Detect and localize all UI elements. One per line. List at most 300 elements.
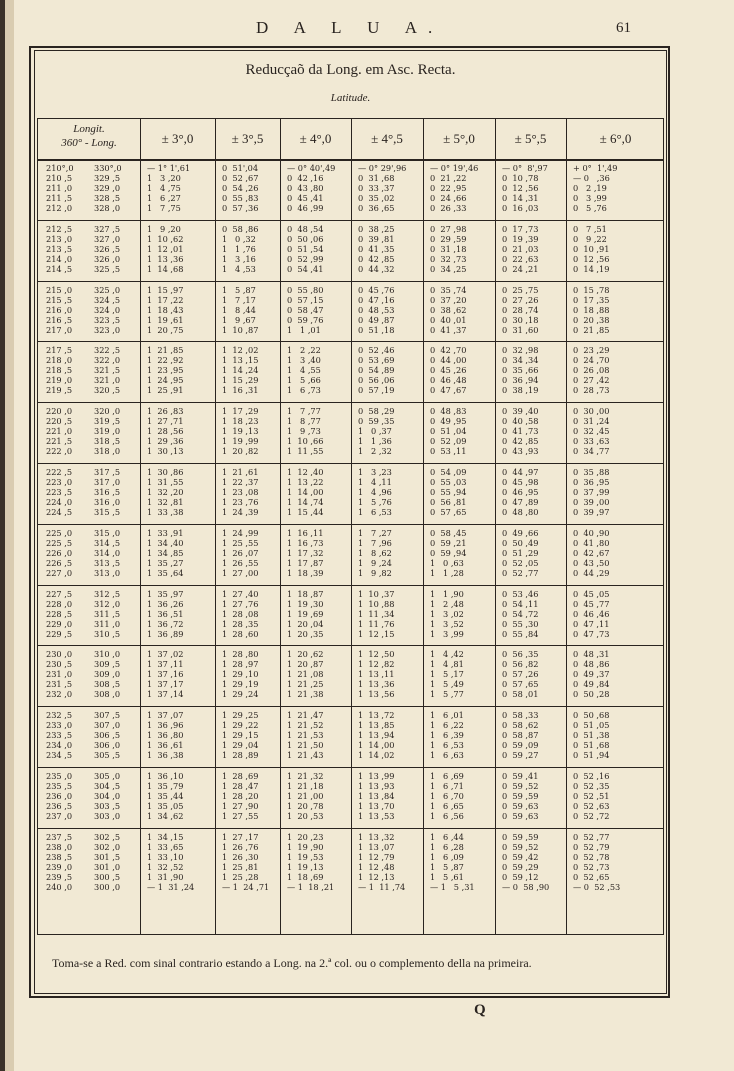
cell-value: 0 3 ,99 <box>573 193 607 203</box>
cell-value: 1 4 ,75 <box>147 183 181 193</box>
cell-value: 0 12 ,56 <box>502 183 539 193</box>
cell-value: 0 52 ,46 <box>358 345 395 356</box>
reduction-values-7 <box>573 406 609 456</box>
cell-value: 1 18 ,23 <box>222 416 259 427</box>
cell-value: 1 21 ,32 <box>287 771 324 781</box>
cell-value: 1 21 ,61 <box>222 467 259 477</box>
cell-value: 1 0 ,63 <box>430 557 464 568</box>
cell-value: 1 25 ,55 <box>222 537 259 548</box>
cell-value: 1 19 ,13 <box>287 861 324 872</box>
cell-value: 0 14 ,19 <box>573 263 610 274</box>
cell-value: 0 59 ,63 <box>502 801 539 811</box>
cell-value: 1 20 ,62 <box>287 649 324 660</box>
cell-value: 228 ,0 <box>46 598 73 609</box>
cell-value: 0 26 ,08 <box>573 365 610 376</box>
cell-value: 1 5 ,49 <box>430 679 464 690</box>
cell-value: 1 9 ,24 <box>358 557 392 568</box>
reduction-values-4 <box>358 467 392 517</box>
cell-value: 215 ,0 <box>46 284 73 295</box>
cell-value: 1 2 ,32 <box>358 446 392 457</box>
cell-value: 1 35 ,44 <box>147 791 184 801</box>
cell-value: 1 36 ,61 <box>147 740 184 751</box>
cell-value: 0 38 ,62 <box>430 304 467 315</box>
page-header <box>0 18 734 42</box>
cell-value: 1 6 ,09 <box>430 851 464 862</box>
cell-value: 239 ,0 <box>46 861 73 872</box>
cell-value: — 1° 1',61 <box>147 163 191 173</box>
cell-value: 0 27 ,42 <box>573 375 610 386</box>
cell-value: 0 58 ,87 <box>502 730 539 741</box>
cell-value: 1 4 ,81 <box>430 659 464 670</box>
cell-value: 1 19 ,30 <box>287 598 324 609</box>
cell-value: 323 ,5 <box>94 314 121 325</box>
cell-value: 302 ,5 <box>94 831 121 842</box>
cell-value: 1 7 ,75 <box>147 203 181 213</box>
cell-value: 0 20 ,38 <box>573 314 610 325</box>
group-rule <box>38 402 663 403</box>
cell-value: 1 13 ,94 <box>358 730 395 741</box>
cell-value: 0 35 ,74 <box>430 284 467 295</box>
cell-value: 0 41 ,37 <box>430 324 467 335</box>
cell-value: 0 2 ,19 <box>573 183 607 193</box>
cell-value: 0 52 ,63 <box>573 801 610 811</box>
cell-value: 321 ,0 <box>94 375 121 386</box>
cell-value: 1 30 ,86 <box>147 467 184 477</box>
reduction-values-6 <box>502 649 538 699</box>
cell-value: 0 59 ,29 <box>502 861 539 872</box>
cell-value: 1 12 ,79 <box>358 851 395 862</box>
cell-value: 1 3 ,16 <box>222 253 256 264</box>
cell-value: 304 ,0 <box>94 791 121 801</box>
cell-value: 0 53 ,46 <box>502 588 539 599</box>
cell-value: 1 17 ,32 <box>287 547 324 558</box>
cell-value: 0 48 ,53 <box>358 304 395 315</box>
reduction-values-7 <box>573 163 617 213</box>
reduction-values-7 <box>573 832 620 892</box>
cell-value: 1 33 ,65 <box>147 841 184 852</box>
longitude-values <box>46 224 72 274</box>
reduction-values-6 <box>502 163 548 213</box>
cell-value: 1 34 ,62 <box>147 811 184 821</box>
cell-value: 1 14 ,68 <box>147 263 184 274</box>
cell-value: 1 6 ,73 <box>287 385 321 396</box>
cell-value: 0 44 ,00 <box>430 355 467 366</box>
cell-value: 1 5 ,77 <box>430 689 464 700</box>
cell-value: 1 20 ,35 <box>287 628 324 639</box>
reduction-values-7 <box>573 345 609 395</box>
cell-value: 1 3 ,20 <box>147 173 181 183</box>
reduction-values-3 <box>287 285 323 335</box>
cell-value: 0 35 ,66 <box>502 365 539 376</box>
cell-value: 1 26 ,76 <box>222 841 259 852</box>
cell-value: 1 29 ,04 <box>222 740 259 751</box>
cell-value: 0 35 ,88 <box>573 467 610 477</box>
cell-value: 0 52 ,79 <box>573 841 610 852</box>
cell-value: 0 17 ,73 <box>502 223 539 234</box>
group-rule <box>38 645 663 646</box>
cell-value: — 0 ,36 <box>573 173 610 183</box>
reduction-table <box>37 118 664 935</box>
cell-value: 1 20 ,53 <box>287 811 324 821</box>
cell-value: 227 ,5 <box>46 588 73 599</box>
cell-value: 1 8 ,77 <box>287 416 321 427</box>
complement-values <box>94 771 120 821</box>
cell-value: 1 24 ,95 <box>147 375 184 386</box>
cell-value: 0 28 ,73 <box>573 385 610 396</box>
cell-value: 302 ,0 <box>94 841 121 852</box>
cell-value: 1 12 ,13 <box>358 871 395 882</box>
cell-value: 0 59 ,21 <box>430 537 467 548</box>
cell-value: 0 23 ,29 <box>573 345 610 356</box>
complement-values <box>94 710 120 760</box>
cell-value: 0 42 ,85 <box>358 253 395 264</box>
table-row-group <box>38 406 663 456</box>
cell-value: 324 ,0 <box>94 304 121 315</box>
longitude-values <box>46 345 72 395</box>
cell-value: 0 55 ,80 <box>287 284 324 295</box>
cell-value: 0 33 ,37 <box>358 183 395 193</box>
cell-value: 0 58 ,01 <box>502 689 539 700</box>
cell-value: 1 8 ,44 <box>222 304 256 315</box>
cell-value: 319 ,0 <box>94 426 121 437</box>
latitude-header-4: ± 4°,5 <box>371 131 403 146</box>
cell-value: 216 ,0 <box>46 304 73 315</box>
reduction-values-5 <box>430 467 466 517</box>
cell-value: 234 ,0 <box>46 740 73 751</box>
cell-value: 0 48 ,54 <box>287 223 324 234</box>
cell-value: 1 28 ,35 <box>222 618 259 629</box>
table-subtitle: Latitude. <box>330 92 371 104</box>
cell-value: 1 32 ,81 <box>147 497 184 507</box>
cell-value: 1 13 ,32 <box>358 831 395 842</box>
cell-value: 234 ,5 <box>46 750 73 761</box>
table-row-group <box>38 771 663 821</box>
group-rule <box>38 341 663 342</box>
cell-value: 1 3 ,02 <box>430 608 464 619</box>
longitude-column-header <box>38 122 140 150</box>
reduction-values-6 <box>502 406 538 456</box>
cell-value: 0 43 ,80 <box>287 183 324 193</box>
cell-value: 220 ,5 <box>46 416 73 427</box>
cell-value: 1 22 ,37 <box>222 477 259 487</box>
cell-value: 306 ,5 <box>94 730 121 741</box>
cell-value: 1 5 ,17 <box>430 669 464 680</box>
reduction-values-4 <box>358 771 394 821</box>
cell-value: 1 6 ,28 <box>430 841 464 852</box>
cell-value: 1 12 ,40 <box>287 467 324 477</box>
cell-value: 0 37 ,99 <box>573 487 610 497</box>
cell-value: 301 ,5 <box>94 851 121 862</box>
cell-value: 226 ,0 <box>46 547 73 558</box>
reduction-values-5 <box>430 832 475 892</box>
cell-value: 0 41 ,35 <box>358 243 395 254</box>
cell-value: 1 29 ,24 <box>222 689 259 700</box>
cell-value: 1 17 ,22 <box>147 294 184 305</box>
reduction-values-3 <box>287 528 323 578</box>
cell-value: 1 14 ,74 <box>287 497 324 507</box>
cell-value: 0 39 ,97 <box>573 507 610 517</box>
group-rule <box>38 463 663 464</box>
cell-value: 306 ,0 <box>94 740 121 751</box>
reduction-values-1 <box>147 224 183 274</box>
cell-value: 213 ,5 <box>46 243 73 254</box>
cell-value: 1 13 ,53 <box>358 811 395 821</box>
cell-value: 308 ,5 <box>94 679 121 690</box>
cell-value: 0 59 ,09 <box>502 740 539 751</box>
cell-value: 1 14 ,00 <box>358 740 395 751</box>
cell-value: 217 ,5 <box>46 345 73 356</box>
cell-value: 1 7 ,27 <box>358 527 392 538</box>
cell-value: 0 24 ,70 <box>573 355 610 366</box>
cell-value: 322 ,0 <box>94 355 121 366</box>
cell-value: 1 29 ,10 <box>222 669 259 680</box>
cell-value: 1 17 ,87 <box>287 557 324 568</box>
cell-value: 0 34 ,34 <box>502 355 539 366</box>
cell-value: 1 9 ,82 <box>358 567 392 578</box>
cell-value: 1 13 ,72 <box>358 710 395 721</box>
cell-value: 321 ,5 <box>94 365 121 376</box>
cell-value: 1 10 ,87 <box>222 324 259 335</box>
cell-value: 0 33 ,63 <box>573 436 610 447</box>
cell-value: 1 18 ,43 <box>147 304 184 315</box>
latitude-header-6: ± 5°,5 <box>514 131 547 146</box>
cell-value: 0 55 ,03 <box>430 477 467 487</box>
cell-value: — 1 24 ,71 <box>222 881 270 892</box>
cell-value: 0 24 ,21 <box>502 263 539 274</box>
cell-value: 1 27 ,90 <box>222 801 259 811</box>
cell-value: 1 3 ,99 <box>430 628 464 639</box>
reduction-values-3 <box>287 771 323 821</box>
cell-value: 0 41 ,80 <box>573 537 610 548</box>
cell-value: 300 ,0 <box>94 881 121 892</box>
longitude-values <box>46 832 72 892</box>
cell-value: 0 32 ,98 <box>502 345 539 356</box>
cell-value: 0 28 ,74 <box>502 304 539 315</box>
cell-value: 0 48 ,31 <box>573 649 610 660</box>
cell-value: 0 59 ,52 <box>502 841 539 852</box>
cell-value: 1 20 ,87 <box>287 659 324 670</box>
cell-value: 231 ,5 <box>46 679 73 690</box>
cell-value: 237 ,0 <box>46 811 73 821</box>
reduction-values-4 <box>358 224 394 274</box>
cell-value: 325 ,0 <box>94 284 121 295</box>
cell-value: 1 3 ,40 <box>287 355 321 366</box>
cell-value: 0 21 ,03 <box>502 243 539 254</box>
cell-value: 1 12 ,82 <box>358 659 395 670</box>
cell-value: 0 16 ,03 <box>502 203 539 213</box>
cell-value: 0 57 ,65 <box>502 679 539 690</box>
cell-value: 0 58 ,45 <box>430 527 467 538</box>
cell-value: 0 52 ,35 <box>573 781 610 791</box>
cell-value: — 1 11 ,74 <box>358 881 406 892</box>
longitude-values <box>46 285 72 335</box>
cell-value: — 0° 29',96 <box>358 163 407 173</box>
cell-value: 0 55 ,83 <box>222 193 259 203</box>
cell-value: 1 36 ,51 <box>147 608 184 619</box>
cell-value: 0 42 ,85 <box>502 436 539 447</box>
cell-value: 0 49 ,84 <box>573 679 610 690</box>
cell-value: 0 58 ,47 <box>287 304 324 315</box>
cell-value: 1 14 ,24 <box>222 365 259 376</box>
cell-value: 232 ,5 <box>46 710 73 721</box>
cell-value: 310 ,5 <box>94 628 121 639</box>
cell-value: 1 33 ,91 <box>147 527 184 538</box>
reduction-values-5 <box>430 589 464 639</box>
cell-value: 1 21 ,85 <box>147 345 184 356</box>
cell-value: 328 ,0 <box>94 203 121 213</box>
cell-value: 1 10 ,66 <box>287 436 324 447</box>
cell-value: 328 ,5 <box>94 193 121 203</box>
cell-value: 1 35 ,27 <box>147 557 184 568</box>
cell-value: 0 57 ,26 <box>502 669 539 680</box>
longitude-values <box>46 163 74 213</box>
cell-value: 314 ,0 <box>94 547 121 558</box>
cell-value: 0 46 ,95 <box>502 487 539 497</box>
cell-value: 229 ,5 <box>46 628 73 639</box>
cell-value: 0 45 ,41 <box>287 193 324 203</box>
cell-value: 0 49 ,95 <box>430 416 467 427</box>
cell-value: 1 29 ,19 <box>222 679 259 690</box>
reduction-values-2 <box>222 467 258 517</box>
cell-value: 1 6 ,44 <box>430 831 464 842</box>
cell-value: 224 ,0 <box>46 497 73 507</box>
cell-value: 0 27 ,98 <box>430 223 467 234</box>
cell-value: 238 ,0 <box>46 841 73 852</box>
cell-value: 1 16 ,73 <box>287 537 324 548</box>
reduction-values-3 <box>287 163 335 213</box>
cell-value: 1 12 ,02 <box>222 345 259 356</box>
cell-value: 1 19 ,13 <box>222 426 259 437</box>
cell-value: 0 44 ,29 <box>573 567 610 578</box>
cell-value: 1 26 ,07 <box>222 547 259 558</box>
complement-values <box>94 528 120 578</box>
cell-value: 1 35 ,05 <box>147 801 184 811</box>
cell-value: 1 13 ,56 <box>358 689 395 700</box>
cell-value: 0 43 ,50 <box>573 557 610 568</box>
cell-value: 1 31 ,90 <box>147 871 184 882</box>
reduction-values-6 <box>502 589 538 639</box>
reduction-values-5 <box>430 224 466 274</box>
cell-value: 323 ,0 <box>94 324 121 335</box>
cell-value: 0 59 ,12 <box>502 871 539 882</box>
cell-value: 1 21 ,43 <box>287 750 324 761</box>
reduction-values-4 <box>358 406 394 456</box>
cell-value: 215 ,5 <box>46 294 73 305</box>
cell-value: 1 1 ,36 <box>358 436 392 447</box>
cell-value: 316 ,0 <box>94 497 121 507</box>
reduction-values-6 <box>502 467 538 517</box>
cell-value: 210 ,5 <box>46 173 73 183</box>
cell-value: 309 ,0 <box>94 669 121 680</box>
table-row-group <box>38 285 663 335</box>
cell-value: 0 45 ,05 <box>573 588 610 599</box>
reduction-values-2 <box>222 832 269 892</box>
cell-value: 1 28 ,56 <box>147 426 184 437</box>
footnote: Toma-se a Red. com sinal contrario estando a Long. na 2.ª col. ou o complemento della na primeira. <box>52 956 532 970</box>
cell-value: 0 12 ,56 <box>573 253 610 264</box>
cell-value: 1 28 ,89 <box>222 750 259 761</box>
cell-value: 319 ,5 <box>94 416 121 427</box>
cell-value: 0 32 ,73 <box>430 253 467 264</box>
cell-value: 225 ,0 <box>46 527 73 538</box>
reduction-values-1 <box>147 345 183 395</box>
cell-value: 0 49 ,37 <box>573 669 610 680</box>
cell-value: 308 ,0 <box>94 689 121 700</box>
cell-value: 240 ,0 <box>46 881 73 892</box>
cell-value: 0 46 ,48 <box>430 375 467 386</box>
reduction-values-2 <box>222 710 258 760</box>
reduction-values-6 <box>502 710 538 760</box>
cell-value: 1 28 ,97 <box>222 659 259 670</box>
cell-value: 1 27 ,55 <box>222 811 259 821</box>
cell-value: 1 6 ,53 <box>358 507 392 517</box>
cell-value: 1 26 ,83 <box>147 406 184 417</box>
cell-value: 0 51 ,05 <box>573 720 610 731</box>
reduction-values-4 <box>358 285 394 335</box>
cell-value: 0 50 ,68 <box>573 710 610 721</box>
group-rule <box>38 828 663 829</box>
cell-value: 0 36 ,94 <box>502 375 539 386</box>
reduction-values-5 <box>430 285 466 335</box>
cell-value: 1 6 ,53 <box>430 740 464 751</box>
cell-value: 1 12 ,48 <box>358 861 395 872</box>
cell-value: 0 47 ,89 <box>502 497 539 507</box>
cell-value: 1 33 ,38 <box>147 507 184 517</box>
cell-value: 0 10 ,91 <box>573 243 610 254</box>
cell-value: 1 28 ,08 <box>222 608 259 619</box>
cell-value: 212 ,5 <box>46 223 73 234</box>
cell-value: 1 13 ,93 <box>358 781 395 791</box>
reduction-values-7 <box>573 710 609 760</box>
cell-value: 0 40 ,58 <box>502 416 539 427</box>
cell-value: 304 ,5 <box>94 781 121 791</box>
cell-value: 222 ,0 <box>46 446 73 457</box>
longitude-values <box>46 406 72 456</box>
cell-value: 324 ,5 <box>94 294 121 305</box>
cell-value: 210°,0 <box>46 163 74 173</box>
cell-value: 1 15 ,29 <box>222 375 259 386</box>
cell-value: 327 ,5 <box>94 223 121 234</box>
cell-value: 326 ,5 <box>94 243 121 254</box>
reduction-values-7 <box>573 771 609 821</box>
cell-value: 303 ,5 <box>94 801 121 811</box>
running-head: D A L U A. <box>256 18 444 37</box>
reduction-values-1 <box>147 467 183 517</box>
cell-value: 1 13 ,85 <box>358 720 395 731</box>
cell-value: — 0° 19',46 <box>430 163 479 173</box>
cell-value: 1 24 ,99 <box>222 527 259 538</box>
cell-value: 307 ,0 <box>94 720 121 731</box>
cell-value: 1 26 ,55 <box>222 557 259 568</box>
cell-value: 1 18 ,39 <box>287 567 324 578</box>
cell-value: 0 21 ,85 <box>573 324 610 335</box>
cell-value: 236 ,0 <box>46 791 73 801</box>
cell-value: 1 13 ,07 <box>358 841 395 852</box>
cell-value: 1 6 ,71 <box>430 781 464 791</box>
cell-value: 1 28 ,20 <box>222 791 259 801</box>
cell-value: 0 59 ,35 <box>358 416 395 427</box>
latitude-header-2: ± 3°,5 <box>231 131 264 146</box>
cell-value: 1 5 ,66 <box>287 375 321 386</box>
cell-value: 1 19 ,99 <box>222 436 259 447</box>
cell-value: 1 37 ,02 <box>147 649 184 660</box>
longitude-values <box>46 528 72 578</box>
cell-value: 0 52 ,77 <box>502 567 539 578</box>
cell-value: 1 4 ,11 <box>358 477 392 487</box>
cell-value: — 1 31 ,24 <box>147 881 195 892</box>
cell-value: 0 37 ,20 <box>430 294 467 305</box>
cell-value: 0 46 ,99 <box>287 203 324 213</box>
